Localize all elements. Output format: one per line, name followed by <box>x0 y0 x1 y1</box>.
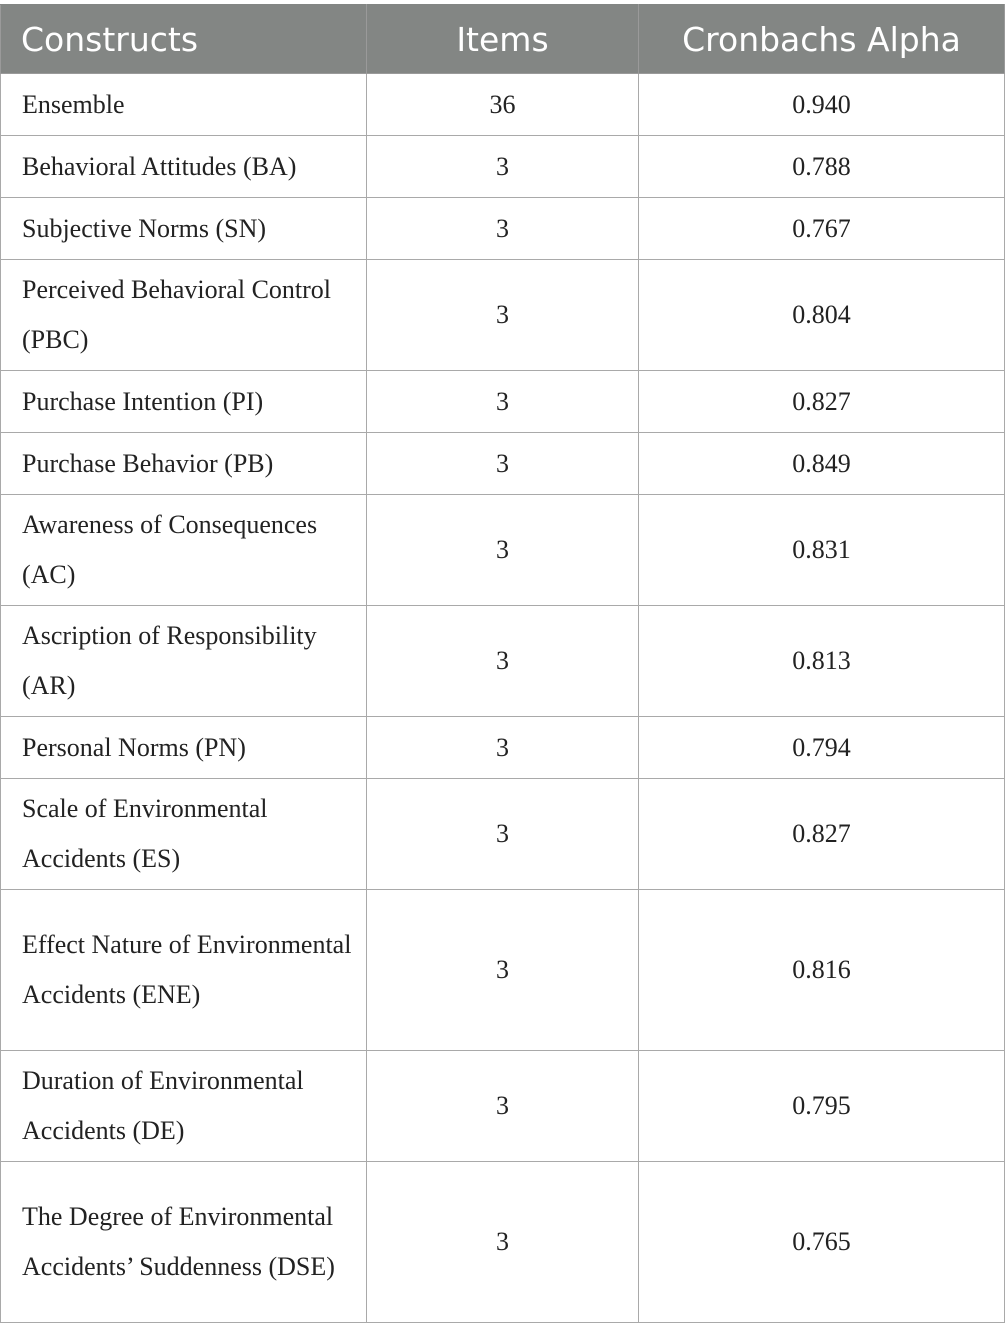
table-row <box>1 779 1005 890</box>
construct-cell: Behavioral Attitudes (BA) <box>1 136 367 198</box>
table-body <box>1 74 1005 1323</box>
alpha-cell: 0.816 <box>639 890 1005 1051</box>
alpha-cell: 0.813 <box>639 606 1005 717</box>
table-row <box>1 433 1005 495</box>
reliability-table <box>0 4 1005 1323</box>
alpha-cell: 0.940 <box>639 74 1005 136</box>
table-row <box>1 717 1005 779</box>
items-cell: 3 <box>367 260 639 371</box>
header-cronbachs-alpha: Cronbachs Alpha <box>639 5 1005 74</box>
construct-cell: Ascription of Responsibility (AR) <box>1 606 367 717</box>
alpha-cell: 0.767 <box>639 198 1005 260</box>
table-header <box>1 5 1005 74</box>
alpha-cell: 0.788 <box>639 136 1005 198</box>
construct-cell: Perceived Behavioral Control (PBC) <box>1 260 367 371</box>
alpha-cell: 0.804 <box>639 260 1005 371</box>
table-row <box>1 371 1005 433</box>
construct-cell: Duration of Environmental Accidents (DE) <box>1 1051 367 1162</box>
construct-cell: Awareness of Consequences (AC) <box>1 495 367 606</box>
construct-cell: Ensemble <box>1 74 367 136</box>
header-row <box>1 5 1005 74</box>
items-cell: 3 <box>367 198 639 260</box>
table-row <box>1 136 1005 198</box>
header-constructs: Constructs <box>1 5 367 74</box>
items-cell: 3 <box>367 1162 639 1323</box>
construct-cell: Subjective Norms (SN) <box>1 198 367 260</box>
alpha-cell: 0.827 <box>639 779 1005 890</box>
construct-cell: The Degree of Environmental Accidents’ Suddenness (DSE) <box>1 1162 367 1323</box>
alpha-cell: 0.795 <box>639 1051 1005 1162</box>
items-cell: 36 <box>367 74 639 136</box>
table-row <box>1 606 1005 717</box>
construct-cell: Personal Norms (PN) <box>1 717 367 779</box>
items-cell: 3 <box>367 779 639 890</box>
alpha-cell: 0.794 <box>639 717 1005 779</box>
table-row <box>1 198 1005 260</box>
items-cell: 3 <box>367 371 639 433</box>
items-cell: 3 <box>367 136 639 198</box>
table-row <box>1 74 1005 136</box>
table-row <box>1 1162 1005 1323</box>
table-row <box>1 495 1005 606</box>
items-cell: 3 <box>367 495 639 606</box>
items-cell: 3 <box>367 717 639 779</box>
table-row <box>1 260 1005 371</box>
items-cell: 3 <box>367 890 639 1051</box>
alpha-cell: 0.765 <box>639 1162 1005 1323</box>
alpha-cell: 0.827 <box>639 371 1005 433</box>
alpha-cell: 0.831 <box>639 495 1005 606</box>
table-row <box>1 1051 1005 1162</box>
items-cell: 3 <box>367 606 639 717</box>
construct-cell: Effect Nature of Environmental Accidents (ENE) <box>1 890 367 1051</box>
construct-cell: Purchase Behavior (PB) <box>1 433 367 495</box>
table-row <box>1 890 1005 1051</box>
construct-cell: Purchase Intention (PI) <box>1 371 367 433</box>
header-items: Items <box>367 5 639 74</box>
alpha-cell: 0.849 <box>639 433 1005 495</box>
items-cell: 3 <box>367 1051 639 1162</box>
items-cell: 3 <box>367 433 639 495</box>
construct-cell: Scale of Environmental Accidents (ES) <box>1 779 367 890</box>
